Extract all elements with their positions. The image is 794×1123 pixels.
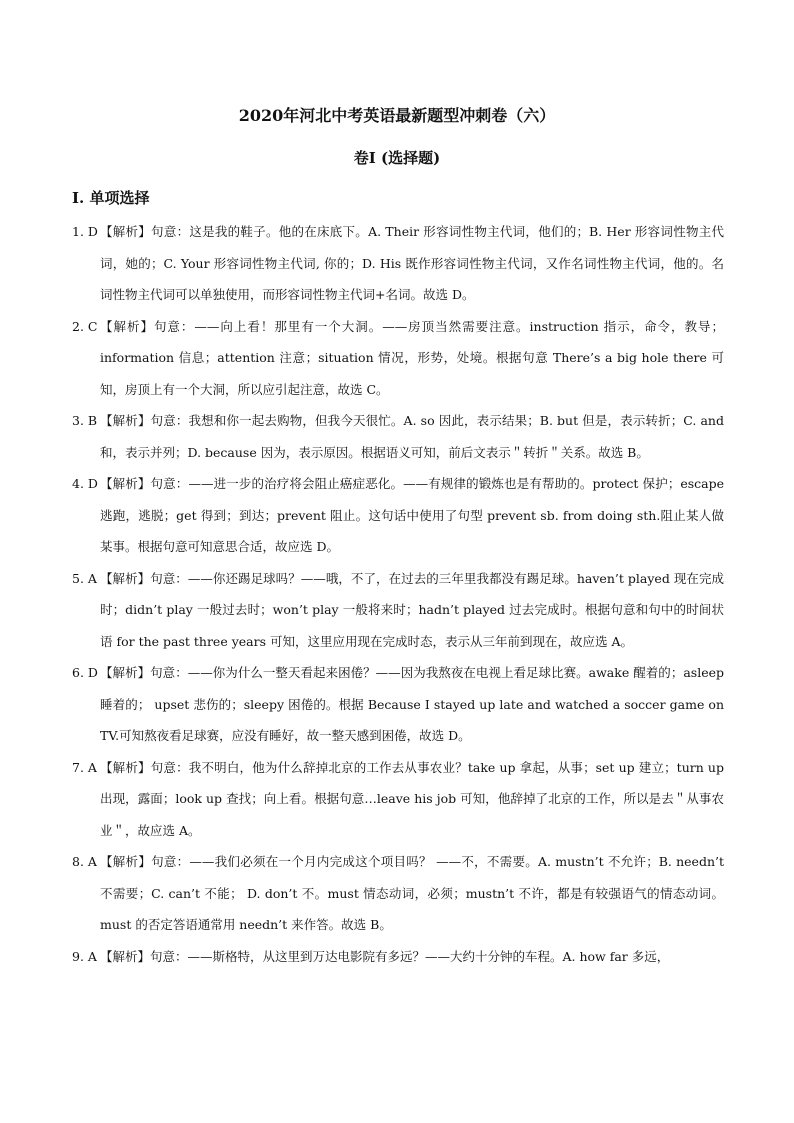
answer-explanation: 【解析】句意：我不明白，他为什么辞掉北京的工作去从事农业？take up 拿起，从事；set up 建立；turn up 出现，露面；look up 查找；向上看。根据句意…leave his job 可知，他辞掉了北京的工作，所以是去＂从事农业＂，故应选 A。 (100, 759, 724, 838)
answer-item (72, 657, 724, 752)
answer-number: 2. C (72, 318, 98, 334)
answer-number: 8. A (72, 854, 97, 869)
answer-explanation: 【解析】句意：——我们必须在一个月内完成这个项目吗？ ——不，不需要。A. mustn’t 不允许；B. needn’t 不需要；C. can’t 不能； D. don’t 不。must 情态动词，必须；mustn’t 不许，都是有较强语气的情态动词。must 的否定答语通常用 needn’t 来作答。故选 B。 (100, 854, 724, 932)
answer-number: 4. D (72, 476, 98, 491)
answer-item (72, 468, 724, 563)
answer-list (72, 216, 724, 972)
answer-item (72, 405, 724, 468)
page-subtitle: 卷I (选择题) (353, 149, 441, 167)
answer-explanation: 【解析】句意：——斯格特，从这里到万达电影院有多远？——大约十分钟的车程。A. how far 多远， (100, 948, 670, 964)
answer-number: 7. A (72, 759, 97, 775)
answer-number: 5. A (72, 570, 97, 586)
answer-number: 9. A (72, 948, 97, 964)
answer-explanation: 【解析】句意：——向上看！那里有一个大洞。——房顶当然需要注意。instruction 指示，命令，教导；information 信息；attention 注意；situation 情况，形势，处境。根据句意 There’s a big hole there 可知，房顶上有一个大洞，所以应引起注意，故选 C。 (100, 318, 724, 397)
page-title: 2020年河北中考英语最新题型冲刺卷（六） (238, 106, 556, 125)
answer-item (72, 563, 724, 658)
answer-item (72, 752, 724, 847)
answer-explanation: 【解析】句意：——你还踢足球吗？——哦，不了，在过去的三年里我都没有踢足球。haven’t played 现在完成时；didn’t play 一般过去时；won’t play 一般将来时；hadn’t played 过去完成时。根据句意和句中的时间状语 for the past three years 可知，这里应用现在完成时态，表示从三年前到现在，故应选 A。 (100, 570, 724, 649)
answer-number: 3. B (72, 413, 98, 428)
answer-explanation: 【解析】句意：我想和你一起去购物，但我今天很忙。A. so 因此，表示结果；B. but 但是，表示转折；C. and 和，表示并列；D. because 因为，表示原因。根据语义可知，前后文表示＂转折＂关系。故选 B。 (100, 413, 724, 460)
answer-explanation: 【解析】句意：——进一步的治疗将会阻止癌症恶化。——有规律的锻炼也是有帮助的。protect 保护；escape 逃跑，逃脱；get 得到；到达；prevent 阻止。这句话中使用了句型 prevent sb. from doing sth.阻止某人做某事。根据句意可知意思合适，故应选 D。 (100, 476, 724, 554)
answer-explanation: 【解析】句意：——你为什么一整天看起来困倦？——因为我熬夜在电视上看足球比赛。awake 醒着的；asleep 睡着的； upset 悲伤的；sleepy 困倦的。根据 Because I stayed up late and watched a soccer game on TV.可知熬夜看足球赛，应没有睡好，故一整天感到困倦，故选 D。 (100, 665, 724, 743)
section-heading: I. 单项选择 (72, 189, 150, 207)
answer-number: 1. D (72, 224, 98, 239)
answer-item (72, 216, 724, 311)
answer-explanation: 【解析】句意：这是我的鞋子。他的在床底下。A. Their 形容词性物主代词，他们的；B. Her 形容词性物主代词，她的；C. Your 形容词性物主代词, 你的；D. His 既作形容词性物主代词，又作名词性物主代词，他的。名词性物主代词可以单独使用，而形容词性物主代词+名词。故选 D。 (100, 224, 724, 302)
answer-item (72, 311, 724, 406)
answer-item (72, 846, 724, 941)
answer-item (72, 941, 724, 973)
answer-number: 6. D (72, 665, 98, 680)
